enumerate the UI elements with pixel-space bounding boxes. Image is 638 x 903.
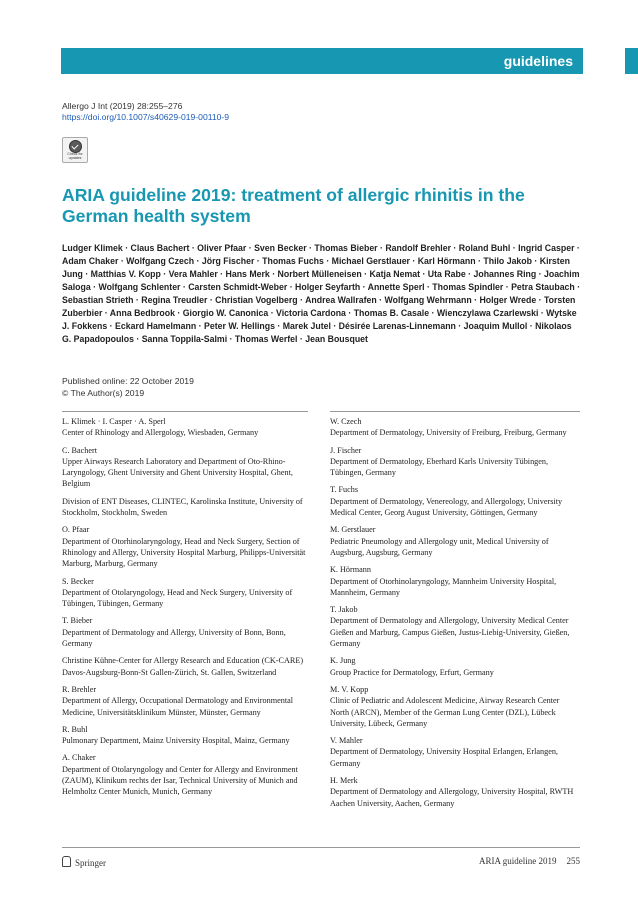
affiliation-department: Department of Otorhinolaryngology, Mannheim University Hospital, Mannheim, Germany <box>330 576 557 597</box>
affiliation-block <box>330 484 580 518</box>
affiliation-author: S. Becker <box>62 576 94 586</box>
publisher-name: Springer <box>75 858 106 868</box>
affiliation-department: Division of ENT Diseases, CLINTEC, Karolinska Institute, University of Stockholm, Stockholm, Sweden <box>62 496 303 518</box>
affiliation-department: Department of Dermatology, Venereology, and Allergology, University Medical Center, Georg August University, Göttingen, Germany <box>330 496 563 518</box>
affiliation-block <box>62 724 312 747</box>
affiliation-department: Department of Dermatology and Allergology, University Medical Center Gießen and Marburg, Campus Gießen, Justus-Liebig-University, Gießen, Germany <box>330 616 570 649</box>
edge-tab <box>625 48 638 74</box>
affiliation-author: C. Bachert <box>62 445 98 455</box>
doi-link[interactable]: https://doi.org/10.1007/s40629-019-00110-9 <box>62 112 230 122</box>
publication-info <box>62 376 194 399</box>
affiliation-author: K. Hörmann <box>330 565 371 575</box>
affiliation-department: Christine Kühne-Center for Allergy Research and Education (CK-CARE) Davos-Augsburg-Bonn-St Gallen-Zürich, St. Gallen, Switzerland <box>62 656 304 677</box>
affiliation-department: Upper Airways Research Laboratory and Department of Oto-Rhino-Laryngology, Ghent University and Ghent University Hospital, Ghent, Belgium <box>62 456 293 489</box>
affiliation-department: Department of Dermatology and Allergy, University of Bonn, Bonn, Germany <box>62 627 286 649</box>
publisher-logo <box>62 856 106 868</box>
footer-rule <box>62 847 580 848</box>
article-title: ARIA guideline 2019: treatment of allergic rhinitis in the German health system <box>62 185 525 226</box>
affiliation-block <box>330 604 580 649</box>
affiliation-block <box>330 655 580 678</box>
affiliation-block <box>62 752 312 797</box>
affiliation-department: Department of Dermatology, University Hospital Erlangen, Erlangen, Germany <box>330 747 558 768</box>
affiliation-author: T. Fuchs <box>330 485 359 495</box>
affiliation-department: Pediatric Pneumology and Allergology unit, Medical University of Augsburg, Augsburg, Germany <box>330 536 549 557</box>
affiliation-author: J. Fischer <box>330 445 362 455</box>
affiliation-block <box>62 524 312 569</box>
journal-citation: Allergo J Int (2019) 28:255–276 <box>62 101 183 111</box>
affiliation-author: W. Czech <box>330 417 362 426</box>
affiliation-author: R. Buhl <box>62 724 88 734</box>
affiliation-author: K. Jung <box>330 656 356 666</box>
affiliation-department: Department of Otolaryngology, Head and Neck Surgery, University of Tübingen, Tübingen, Germany <box>62 587 293 609</box>
affiliations-right-column <box>330 416 580 815</box>
affiliation-department: Department of Otolaryngology and Center for Allergy and Environment (ZAUM), Klinikum rechts der Isar, Technical University of Munich and Helmholtz Center Munich, Munich, Germany <box>62 764 298 797</box>
affiliation-block <box>62 416 312 439</box>
affiliation-block <box>62 684 312 718</box>
affiliation-author: M. Gerstlauer <box>330 525 376 535</box>
affiliation-department: Department of Dermatology, Eberhard Karls University Tübingen, Tübingen, Germany <box>330 456 549 478</box>
affiliation-block <box>330 735 580 769</box>
affiliation-department: Department of Otorhinolaryngology, Head and Neck Surgery, Section of Rhinology and Allergy, University Hospital Marburg, Philipps-Universität Marburg, Marburg, Germany <box>62 536 306 569</box>
affiliation-department: Group Practice for Dermatology, Erfurt, Germany <box>330 667 494 677</box>
author-list: Ludger Klimek · Claus Bachert · Oliver Pfaar · Sven Becker · Thomas Bieber · Randolf Brehler · Roland Buhl · Ingrid Casper · Adam Chaker · Wolfgang Czech · Jörg Fischer · Thomas Fuchs · Michael Gerstlauer · Karl Hörmann · Thilo Jakob · Kirsten Jung · Matthias V. Kopp · Vera Mahler · Hans Merk · Norbert Mülleneisen · Katja Nemat · Uta Rabe · Johannes Ring · Joachim Saloga · Wolfgang Schlenter · Carsten Schmidt-Weber · Holger Seyfarth · Annette Sperl · Thomas Spindler · Petra Staubach · Sebastian Strieth · Regina Treudler · Christian Vogelberg · Andrea Wallrafen · Wolfgang Wehrmann · Holger Wrede · Torsten Zuberbier · Anna Bedbrook · Giorgio W. Canonica · Victoria Cardona · Thomas B. Casale · Wienczylawa Czarlewski · Wytske J. Fokkens · Eckard Hamelmann · Peter W. Hellings · Marek Jutel · Désirée Larenas-Linnemann · Joaquim Mullol · Nikolaos G. Papadopoulos · Sanna Toppila-Salmi · Thomas Werfel · Jean Bousquet <box>62 243 581 344</box>
affiliation-block <box>62 445 312 490</box>
section-banner <box>61 48 583 74</box>
affiliation-author: T. Jakob <box>330 605 358 615</box>
page-number: 255 <box>566 856 580 866</box>
affiliation-department: Department of Allergy, Occupational Dermatology and Environmental Medicine, Universitätsklinikum Münster, Münster, Germany <box>62 696 293 717</box>
affiliation-author: M. V. Kopp <box>330 684 369 694</box>
running-footer <box>469 856 580 866</box>
springer-horse-icon <box>62 856 71 867</box>
affiliation-department: Department of Dermatology, University of Freiburg, Freiburg, Germany <box>330 428 567 438</box>
left-column-rule <box>62 411 308 412</box>
affiliation-author: O. Pfaar <box>62 525 90 535</box>
affiliation-block <box>62 615 312 649</box>
affiliation-author: R. Brehler <box>62 684 97 694</box>
affiliation-department: Department of Dermatology and Allergology, University Hospital, RWTH Aachen University, Aachen, Germany <box>330 787 574 808</box>
affiliation-author: T. Bieber <box>62 616 93 626</box>
affiliation-department: Pulmonary Department, Mainz University Hospital, Mainz, Germany <box>62 736 290 746</box>
published-online: Published online: 22 October 2019 <box>62 376 194 386</box>
affiliation-block <box>330 564 580 598</box>
affiliation-department: Clinic of Pediatric and Adolescent Medicine, Airway Research Center North (ARCN), Member of the German Lung Center (DZL), Lübeck University, Lübeck, Germany <box>330 696 560 728</box>
affiliation-block <box>330 684 580 729</box>
affiliation-block <box>330 775 580 809</box>
affiliation-author: H. Merk <box>330 776 358 786</box>
check-for-updates-badge[interactable] <box>62 137 88 163</box>
copyright: © The Author(s) 2019 <box>62 387 145 398</box>
affiliation-block <box>62 576 312 610</box>
affiliations-left-column <box>62 416 312 804</box>
affiliation-block <box>330 524 580 558</box>
right-column-rule <box>330 411 580 412</box>
affiliation-block <box>62 496 312 519</box>
affiliation-block <box>62 655 312 678</box>
affiliation-block <box>330 416 580 439</box>
affiliation-author: A. Chaker <box>62 753 96 763</box>
page-footer <box>62 856 580 870</box>
affiliation-author: V. Mahler <box>330 736 363 746</box>
running-title: ARIA guideline 2019 <box>479 856 557 866</box>
affiliation-author: L. Klimek · I. Casper · A. Sperl <box>62 417 166 426</box>
check-for-updates-label: Check for updates <box>67 152 83 160</box>
section-label: guidelines <box>503 53 573 69</box>
affiliation-department: Center of Rhinology and Allergology, Wiesbaden, Germany <box>62 428 259 438</box>
affiliation-block <box>330 445 580 479</box>
